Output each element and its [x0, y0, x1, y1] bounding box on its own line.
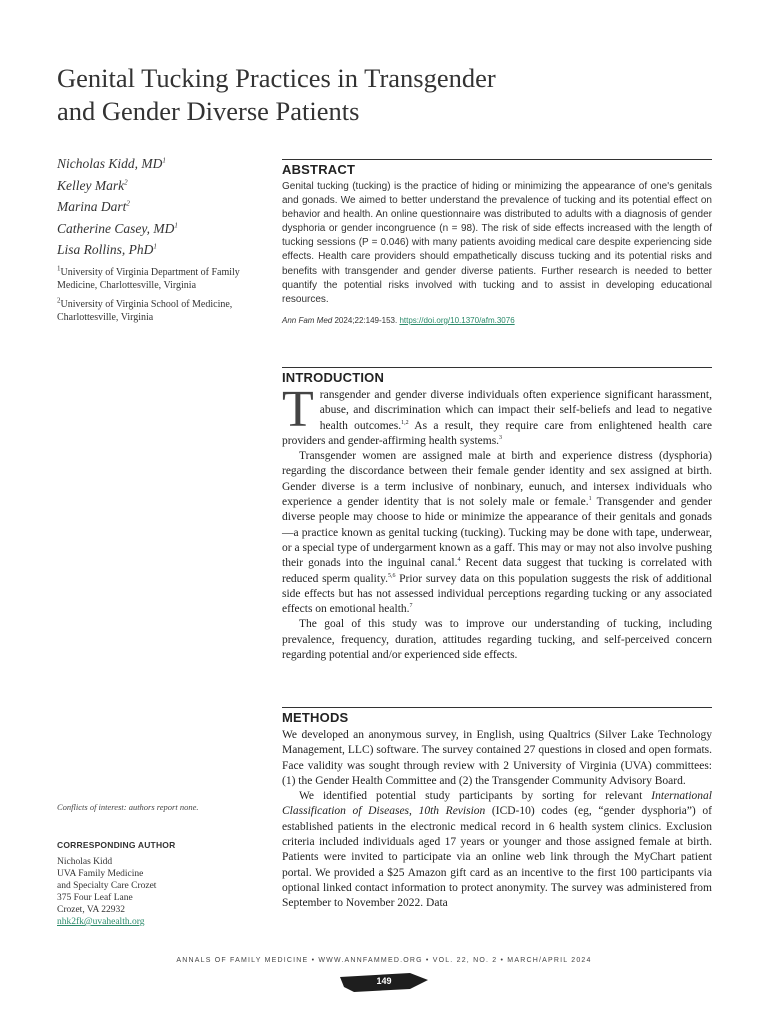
title-line-2: and Gender Diverse Patients — [57, 96, 360, 126]
introduction-section — [282, 367, 712, 663]
intro-paragraph: Transgender women are assigned male at birth and experience distress (dysphoria) regarding the discordance between their female gender identity and sex assigned at birth. Gender diverse is a term inclusive of nonbinary, eunuch, and intersex individuals who experience a gender identity that is not solely male or female.$^1$ Transgender and gender diverse people may choose to hide or minimize the appearance of their genitals and gonads—a practice known as genital tucking (tucking). Tucking may be done with tape, underwear, or a special type of undergarment known as a gaff. This may or may not also involve pushing their gonads into the inguinal canal.$^4$ Recent data suggest that tucking is correlated with reduced sperm quality.$^{5,6}$ Prior survey data on this population suggests the risk of additional side effects but has not assessed individual perceptions regarding tucking or any associated effects on emotional health.$^7$ — [282, 450, 712, 616]
corr-line: Nicholas Kidd — [57, 857, 113, 867]
affiliation: $^1$University of Virginia Department of Family Medicine, Charlottesville, Virginia — [57, 264, 240, 291]
corr-line: UVA Family Medicine — [57, 869, 144, 879]
article-title — [57, 62, 617, 128]
author-block — [57, 153, 267, 324]
email-link[interactable]: nhk2fk@uvahealth.org — [57, 917, 145, 927]
doi-link[interactable]: https://doi.org/10.1370/afm.3076 — [399, 315, 515, 325]
title-line-1: Genital Tucking Practices in Transgender — [57, 63, 496, 93]
methods-section — [282, 707, 712, 912]
affiliation: $^2$University of Virginia School of Medicine, Charlottesville, Virginia — [57, 296, 233, 323]
conflicts-note: Conflicts of interest: authors report none. — [57, 802, 199, 812]
corr-line: and Specialty Care Crozet — [57, 881, 157, 891]
citation: Ann Fam Med 2024;22:149-153. https://doi.org/10.1370/afm.3076 — [282, 315, 515, 325]
corresponding-heading: CORRESPONDING AUTHOR — [57, 840, 176, 850]
abstract-heading: ABSTRACT — [282, 162, 356, 177]
intro-paragraph: Transgender and gender diverse individuals often experience significant harassment, abuse, and discrimination which can impact their self-beliefs and lead to negative health outcomes.$^{1,2}$ As a result, they require care from enlightened health care providers and gender-affirming health systems.$^3$ — [282, 381, 712, 447]
corr-line: 375 Four Leaf Lane — [57, 893, 133, 903]
journal-footer: ANNALS OF FAMILY MEDICINE • WWW.ANNFAMMED.ORG • VOL. 22, NO. 2 • MARCH/APRIL 2024 — [176, 957, 592, 964]
author: Kelley Mark$^2$ — [57, 177, 128, 193]
intro-paragraph: The goal of this study was to improve our understanding of tucking, including prevalence, frequency, duration, attitudes regarding tucking, and self-perceived concern regarding potential and/or experienced side effects. — [282, 618, 712, 662]
introduction-heading: INTRODUCTION — [282, 370, 385, 385]
methods-heading: METHODS — [282, 710, 349, 725]
author: Marina Dart$^2$ — [57, 199, 130, 214]
author: Lisa Rollins, PhD$^1$ — [57, 242, 157, 257]
methods-paragraph: We developed an anonymous survey, in English, using Qualtrics (Silver Lake Technology Management, LLC) software. The survey contained 27 questions in closed and open formats. Face validity was sought through review with 2 University of Virginia (UVA) committees: (1) the Gender Health Committee and (2) the Transgender Community Advisory Board. — [282, 729, 712, 787]
page-number-badge — [340, 971, 428, 993]
drop-cap: T — [282, 381, 314, 438]
methods-paragraph: We identified potential study participants by sorting for relevant International Classification of Diseases, 10th Revision (ICD-10) codes (eg, “gender dysphoria”) of established patients in the electronic medical record in 6 health system clinics. Exclusion criteria included individuals aged 17 years or younger and those assigned female at birth. Patients were invited to participate via an online web link through the MyChart patient portal. We provided a $25 Amazon gift card as an incentive to the first 100 participants via optional linked contact information to protect anonymity. The survey was administered from September to November 2022. Data — [282, 790, 712, 910]
corr-line: Crozet, VA 22932 — [57, 905, 125, 915]
corresponding-author-block — [57, 840, 267, 928]
author: Nicholas Kidd, $MD^1$ — [57, 156, 166, 171]
abstract-text: Genital tucking (tucking) is the practice of hiding or minimizing the appearance of one's genitals and gonads. We aimed to better understand the prevalence of tucking and its potential effect on behavior and health. An online questionnaire was distributed to adults with a diagnosis of gender dysphoria or gender incongruence (n = 98). The risk of side effects increased with the length of tucking sessions (P = 0.046) with many patients avoiding medical care despite experiencing side effects. Health care providers should empathetically discuss tucking and its potential risks and benefits with transgender and gender diverse patients. Further research is needed to better quantify the potential risks involved with tucking and to assist in developing educational resources. — [282, 181, 712, 305]
abstract-section — [282, 159, 712, 325]
page-number: 149 — [376, 976, 392, 986]
author: Catherine Casey, $MD^1$ — [57, 220, 178, 236]
